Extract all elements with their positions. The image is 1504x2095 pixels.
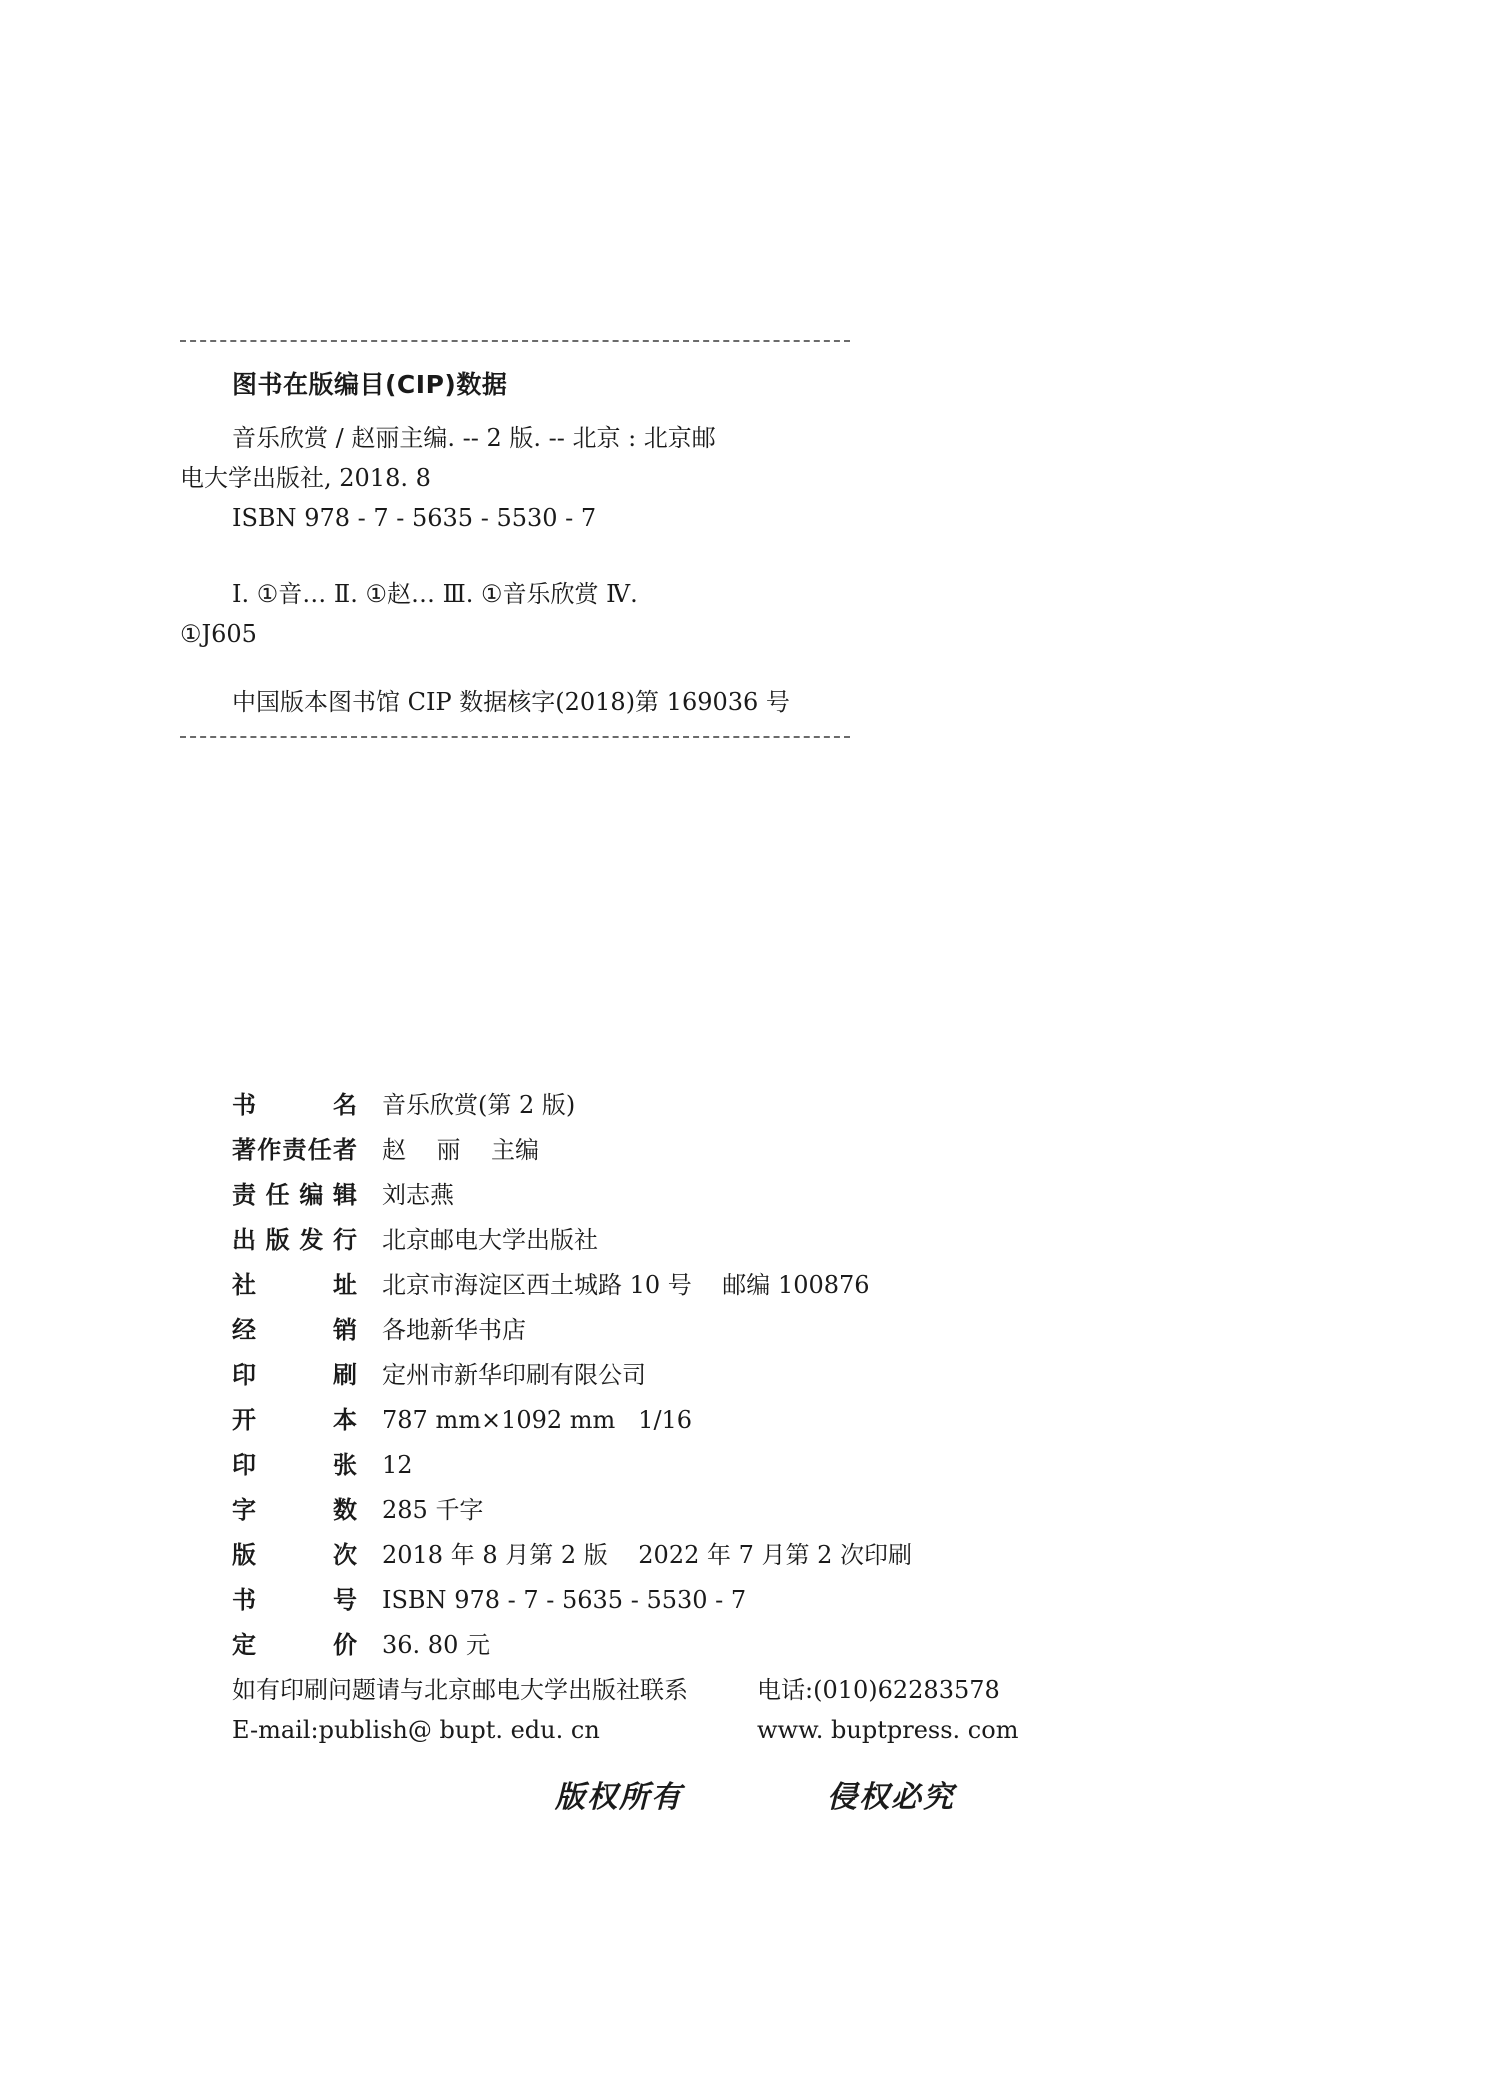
info-row (232, 1490, 1032, 1535)
cip-title: 图书在版编目(CIP)数据 (232, 370, 508, 399)
info-row (232, 1355, 1032, 1400)
contact-email-row (232, 1716, 1032, 1762)
copyright-notice (555, 1772, 955, 1816)
info-row-label (232, 1535, 357, 1570)
info-row-label (232, 1580, 357, 1615)
info-row-value: 各地新华书店 (382, 1316, 526, 1344)
info-row-value: 2018 年 8 月第 2 版 2022 年 7 月第 2 次印刷 (382, 1541, 913, 1569)
contact-email: E-mail:publish@ bupt. edu. cn (232, 1716, 600, 1744)
info-row-label-char: 次 (333, 1541, 357, 1569)
info-row-label-char: 责 (282, 1136, 307, 1164)
info-row (232, 1085, 1032, 1130)
info-row-label (232, 1220, 357, 1255)
info-row-label-char: 编 (299, 1181, 324, 1209)
info-row-label-char: 销 (333, 1316, 357, 1344)
info-row-label (232, 1625, 357, 1660)
info-row-label-char: 定 (232, 1631, 256, 1659)
info-row-label-char: 价 (333, 1631, 357, 1659)
info-row-label (232, 1490, 357, 1525)
contact-website: www. buptpress. com (757, 1716, 1019, 1744)
contact-note: 如有印刷问题请与北京邮电大学出版社联系 (232, 1676, 688, 1704)
info-row-label (232, 1400, 357, 1435)
info-row-label-char: 者 (333, 1136, 357, 1164)
info-row-label (232, 1355, 357, 1390)
cip-line-record-number: 中国版本图书馆 CIP 数据核字(2018)第 169036 号 (232, 688, 790, 716)
info-row-label-char: 数 (333, 1496, 357, 1524)
info-row-value: 定州市新华印刷有限公司 (382, 1361, 646, 1389)
info-row-label (232, 1130, 357, 1165)
info-row-label (232, 1175, 357, 1210)
info-row (232, 1580, 1032, 1625)
info-row-label-char: 名 (333, 1091, 357, 1119)
copyright-left: 版权所有 (555, 1780, 683, 1815)
info-row-label-char: 社 (232, 1271, 256, 1299)
info-row-label-char: 著 (232, 1136, 256, 1164)
info-row-label-char: 发 (299, 1226, 324, 1254)
info-row-label-char: 辑 (332, 1181, 357, 1209)
info-row-label-char: 书 (232, 1586, 256, 1614)
info-row-label (232, 1445, 357, 1480)
info-row-value: 北京邮电大学出版社 (382, 1226, 598, 1254)
info-row-label-char: 任 (265, 1181, 290, 1209)
info-row-value: 赵 丽 主编 (382, 1136, 540, 1164)
info-row-label-char: 行 (332, 1226, 357, 1254)
info-row (232, 1130, 1032, 1175)
info-row-label (232, 1265, 357, 1300)
info-row-label-char: 开 (232, 1406, 256, 1434)
info-row-label-char: 经 (232, 1316, 256, 1344)
info-row (232, 1625, 1032, 1670)
cip-line-2: 电大学出版社, 2018. 8 (180, 464, 431, 492)
info-row-label-char: 书 (232, 1091, 256, 1119)
info-row-value: 36. 80 元 (382, 1631, 490, 1659)
info-row-label-char: 址 (333, 1271, 357, 1299)
info-row-label-char: 出 (232, 1226, 256, 1254)
copyright-right: 侵权必究 (827, 1780, 955, 1815)
info-row-label-char: 刷 (333, 1361, 357, 1389)
contact-phone: 电话:(010)62283578 (757, 1676, 1000, 1704)
info-row-value: 北京市海淀区西土城路 10 号 邮编 100876 (382, 1271, 870, 1299)
cip-block (180, 340, 850, 738)
info-row-label-char: 本 (333, 1406, 357, 1434)
contact-phone-row (232, 1670, 1032, 1716)
cip-line-1: 音乐欣赏 / 赵丽主编. -- 2 版. -- 北京 : 北京邮 (232, 424, 716, 452)
info-row-value: 285 千字 (382, 1496, 484, 1524)
info-row (232, 1265, 1032, 1310)
info-row-label-char: 印 (232, 1361, 256, 1389)
cip-line-classification: Ⅰ. ①音… Ⅱ. ①赵… Ⅲ. ①音乐欣赏 Ⅳ. (232, 580, 638, 608)
cip-line-class-code: ①J605 (180, 620, 257, 648)
info-row-value: 音乐欣赏(第 2 版) (382, 1091, 576, 1119)
info-row-label-char: 张 (333, 1451, 357, 1479)
cip-bottom-divider (180, 736, 850, 738)
info-row-label-char: 作 (257, 1136, 282, 1164)
cip-line-isbn: ISBN 978 - 7 - 5635 - 5530 - 7 (232, 504, 597, 532)
info-row-label (232, 1085, 357, 1120)
info-row (232, 1220, 1032, 1265)
info-row-label-char: 号 (333, 1586, 357, 1614)
info-row-value: ISBN 978 - 7 - 5635 - 5530 - 7 (382, 1586, 747, 1614)
info-row (232, 1535, 1032, 1580)
info-row-label-char: 字 (232, 1496, 256, 1524)
info-row-label-char: 印 (232, 1451, 256, 1479)
publication-info (232, 1085, 1032, 1762)
info-row-value: 12 (382, 1451, 413, 1479)
info-row-label-char: 责 (232, 1181, 256, 1209)
info-row (232, 1310, 1032, 1355)
info-row-label (232, 1310, 357, 1345)
info-row (232, 1175, 1032, 1220)
cip-body (180, 418, 850, 722)
info-row (232, 1400, 1032, 1445)
info-row-value: 刘志燕 (382, 1181, 454, 1209)
info-row-value: 787 mm×1092 mm 1/16 (382, 1406, 693, 1434)
info-rows (232, 1085, 1032, 1670)
cip-top-divider (180, 340, 850, 342)
info-row-label-char: 版 (232, 1541, 256, 1569)
info-row (232, 1445, 1032, 1490)
info-row-label-char: 任 (307, 1136, 332, 1164)
info-row-label-char: 版 (265, 1226, 290, 1254)
